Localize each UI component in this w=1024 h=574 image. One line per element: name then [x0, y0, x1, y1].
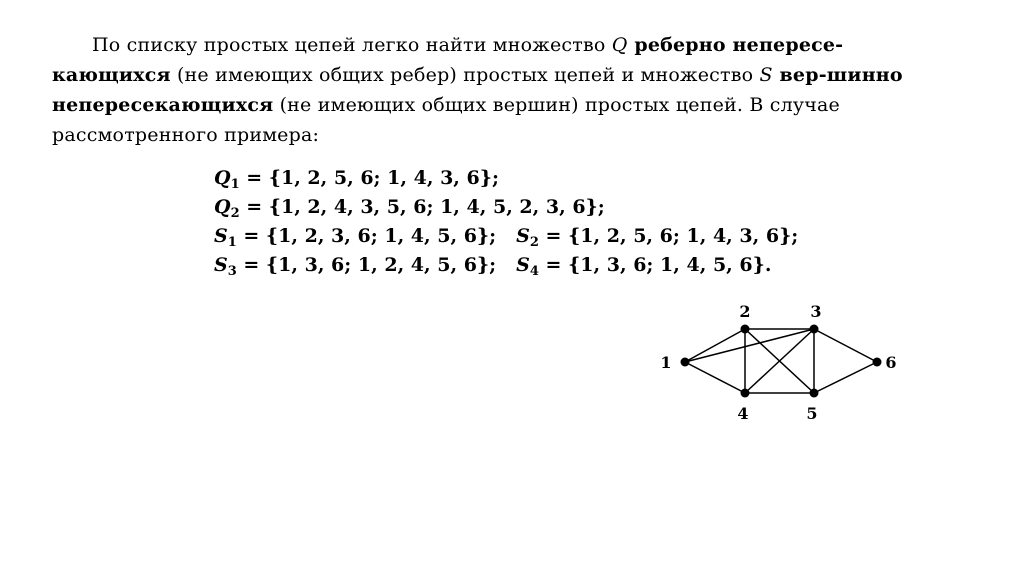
set-line-q1	[214, 164, 798, 193]
q1-name: Q	[214, 167, 231, 189]
graph-diagram	[650, 290, 910, 430]
s2-value: = {1, 2, 5, 6; 1, 4, 3, 6};	[538, 225, 799, 247]
s3-name: S	[214, 254, 228, 276]
node-5	[810, 389, 819, 398]
q1-value: = {1, 2, 5, 6; 1, 4, 3, 6};	[239, 167, 499, 189]
edge-1-2	[685, 329, 745, 362]
q2-name: Q	[214, 196, 231, 218]
node-1	[681, 358, 690, 367]
node-label-6: 6	[885, 353, 897, 372]
s3-sub: 3	[227, 264, 237, 279]
edge-3-6	[814, 329, 877, 362]
node-label-3: 3	[810, 302, 822, 321]
set-s-symbol: S	[759, 64, 773, 86]
q2-value: = {1, 2, 4, 3, 5, 6; 1, 4, 5, 2, 3, 6};	[239, 196, 605, 218]
node-2	[741, 325, 750, 334]
node-3	[810, 325, 819, 334]
set-line-s3-s4	[214, 251, 798, 280]
text-part-2: (не имеющих общих ребер) простых цепей и множество	[170, 64, 760, 86]
edge-5-6	[814, 362, 877, 393]
s1-value: = {1, 2, 3, 6; 1, 4, 5, 6};	[236, 225, 497, 247]
q1-sub: 1	[230, 177, 240, 192]
node-label-4: 4	[737, 404, 749, 423]
set-definitions	[214, 164, 798, 280]
node-label-1: 1	[660, 353, 672, 372]
term-vertex-disjoint: вер-шинно непересекающихся	[52, 64, 903, 116]
set-line-q2	[214, 193, 798, 222]
node-4	[741, 389, 750, 398]
s2-name: S	[516, 225, 530, 247]
s1-name: S	[214, 225, 228, 247]
node-label-5: 5	[806, 404, 818, 423]
main-paragraph	[52, 30, 932, 150]
q2-sub: 2	[230, 206, 240, 221]
graph-edges	[685, 329, 877, 393]
text-part-1: По списку простых цепей легко найти множество	[92, 34, 612, 56]
set-line-s1-s2	[214, 222, 798, 251]
s4-value: = {1, 3, 6; 1, 4, 5, 6}.	[538, 254, 772, 276]
s2-sub: 2	[529, 235, 539, 250]
term-edge-disjoint: реберно непересе-кающихся	[52, 34, 844, 86]
node-6	[873, 358, 882, 367]
edge-1-4	[685, 362, 745, 393]
set-q-symbol: Q	[611, 34, 628, 56]
s4-sub: 4	[529, 264, 539, 279]
s1-sub: 1	[227, 235, 237, 250]
node-label-2: 2	[739, 302, 751, 321]
s4-name: S	[516, 254, 530, 276]
s3-value: = {1, 3, 6; 1, 2, 4, 5, 6};	[236, 254, 497, 276]
text-part-3: (не имеющих общих вершин) простых цепей. В случае рассмотренного примера:	[52, 94, 840, 146]
